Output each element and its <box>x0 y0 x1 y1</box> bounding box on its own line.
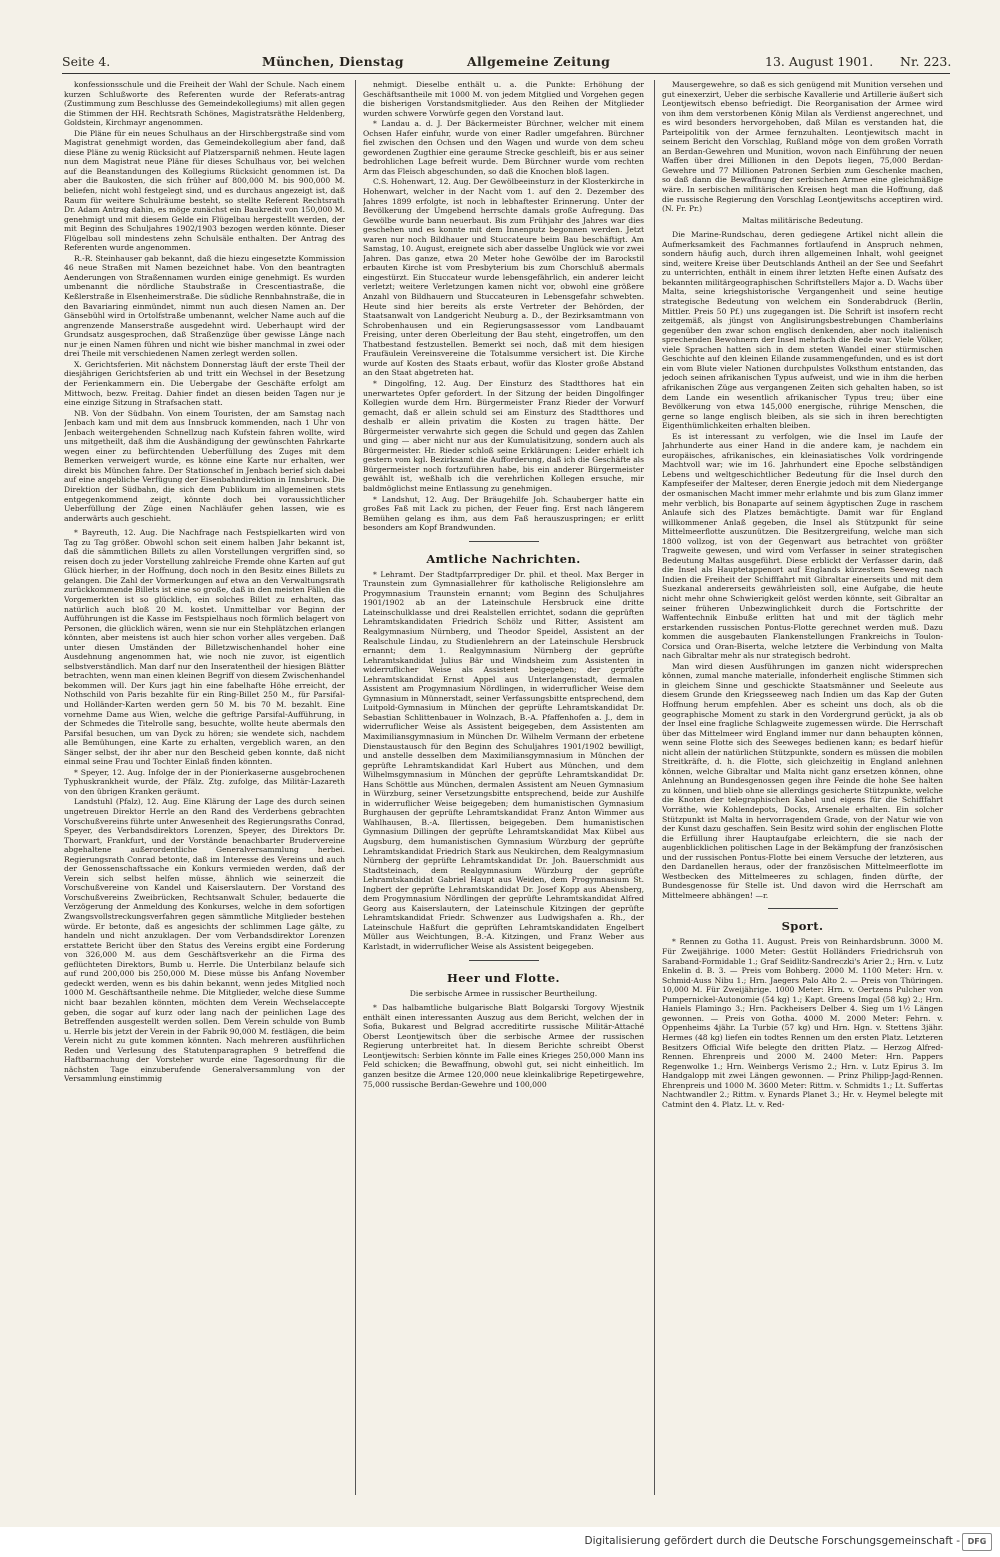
article-paragraph: Landstuhl (Pfalz), 12. Aug. Eine Klärung der Lage des durch seinen ungetreuen Direktor Herrle an den Rand des Verderbens gebrachten Vorschußvereins führte unter Anwesenheit des Regierungsraths Conrad, Speyer, des Verbandsdirektors Lorenzen, Speyer, des Direktors Dr. Thorwart, Frankfurt, und der Vorstände benachbarter Brudervereine abgehaltene außerordentliche Generalversammlung herbei. Regierungsrath Conrad betonte, daß im Interesse des Vereins und auch der Genossenschaftssache ein Konkurs vermieden werden, daß der Verein sich selbst helfen müsse, ähnlich wie seinerzeit die Vorschußvereine von Kandel und Kaiserslautern. Der Vorstand des Vorschußvereins Zweibrücken, Rechtsanwalt Schuler, bedauerte die Verzögerung der Anmeldung des Konkurses, welche in dem sofortigen Zwangsvollstreckungsverfahren gegen sämmtliche Mitglieder bestehen würde. Er betonte, daß es angesichts der schlimmen Lage gälte, zu handeln und nicht anzuklagen. Der vom Verbandsdirektor Lorenzen erstattete Bericht über den Status des Vereins ergibt eine Forderung von 326,000 M. aus dem Geschäftsverkehr an die Firma des geflüchteten Direktors, Bumb u. Herrle. Die Unterbilanz belaufe sich auf rund 200,000 bis 250,000 M. Diese müsse bis Anfang November gedeckt werden, wenn es bis dahin bekannt, wenn jedes Mitglied noch 1000 M. Geschäftsantheile nehme. Die Mitglieder, welche diese Summe nicht baar bezahlen könnten, möchten dem Verein Wechselaccepte geben, die sogar auf kurz oder lang nach der peinlichen Lage des Betreffenden ausgestellt werden sollen. Dem Verein schulde von Bumb u. Herrle bis jetzt der Verein in der Fabrik 90,000 M. festlägen, die beim Verein nicht zu gute kommen könnten. Nach mehreren ausführlichen Reden und Verlesung des Statutenparagraphen 9 betreffend die Haftbarmachung der Vorsteher wurde eine Tagesordnung für die nächsten Tage einzuberufende Generalversammlung von der Versammlung einstimmig <box>64 797 345 1084</box>
article-paragraph: * Speyer, 12. Aug. Infolge der in der Pionierkaserne ausgebrochenen Typhuskrankheit wurde, der Pfälz. Ztg. zufolge, das Militär-Lazareth von den übrigen Kranken geräumt. <box>64 767 345 796</box>
article-paragraph: * Landau a. d. J. Der Bäckermeister Bürchner, welcher mit einem Ochsen Hafer einfuhr, wurde von einer Radler umgefahren. Bürchner fiel zwischen den Ochsen und den Wagen und wurde von dem scheu gewordenen Zugthier eine geraume Strecke geschleift, bis er aus seiner bedrohlichen Lage befreit wurde. Dem Bürchner wurde vom rechten Arm das Fleisch abgeschunden, so daß die Knochen bloß lagen. <box>363 119 644 176</box>
column-divider <box>654 80 655 1495</box>
section-heading-sport: Sport. <box>781 919 824 934</box>
column-2 <box>363 80 644 1495</box>
article-paragraph: nehmigt. Dieselbe enthält u. a. die Punkte: Erhöhung der Geschäftsantheile mit 1000 M. von jedem Mitglied und Vorgehen gegen die bisherigen Vorstandsmitglieder. Aus den Reihen der Mitglieder wurden schwere Vorwürfe gegen den Vorstand laut. <box>363 80 644 118</box>
section-heading-amtliche: Amtliche Nachrichten. <box>426 551 581 566</box>
issue-number: Nr. 223. <box>900 54 952 69</box>
funding-notice: Digitalisierung gefördert durch die Deutsche Forschungsgemeinschaft - <box>584 1535 960 1547</box>
article-paragraph: * Landshut, 12. Aug. Der Bräugehilfe Joh. Schauberger hatte ein großes Faß mit Lack zu pichen, der Feuer fing. Erst nach längerem Bemühen gelang es ihm, aus dem Faß herauszuspringen; er erlitt besonders am Kopf Brandwunden. <box>363 494 644 533</box>
article-paragraph: NB. Von der Südbahn. Von einem Touristen, der am Samstag nach Jenbach kam und mit dem aus Innsbruck kommenden, nach 1 Uhr von Jenbach weitergehenden Schnellzug nach Kufstein fahren wollte, wird uns mitgetheilt, daß ihm die Aushändigung der gewünschten Fahrkarte wegen einer zu befürchtenden Ueberfüllung des Zuges mit dem Bemerken verweigert wurde, es könne eine Karte nur erhalten, wer direkt bis München fahre. Der Stationschef in Jenbach berief sich dabei auf eine angebliche Verfügung der Eisenbahndirektion in Innsbruck. Die Direktion der Südbahn, die sich dem Publikum im allgemeinen stets entgegenkommend zeigt, könnte doch bei voraussichtlicher Ueberfüllung der Züge einen Nachläufer gehen lassen, wie es anderwärts auch geschieht. <box>64 408 345 523</box>
newspaper-title: Allgemeine Zeitung <box>467 54 611 69</box>
section-heading-heer: Heer und Flotte. <box>447 970 560 985</box>
article-paragraph: Die Marine-Rundschau, deren gediegene Artikel nicht allein die Aufmerksamkeit des Fachmannes fortlaufend in Anspruch nehmen, sondern häufig auch, durch ihren allgemeinen Inhalt, wohl geeignet sind, weitere Kreise über Deutschlands Antheil an der See und Seefahrt zu unterrichten, enthält in einem ihrer letzten Hefte einen Aufsatz des bekannten militärgeographischen Schriftstellers Major a. D. Wachs über Malta, seine kriegshistorische Vergangenheit und seine heutige strategische Bedeutung von welchem ein Sonderabdruck (Berlin, Mittler. Preis 50 Pf.) uns zugegangen ist. Die Schrift ist insofern recht zeitgemäß, als jüngst von Anglisirungsbestrebungen Chamberlains gegenüber den zwar schon englisch denkenden, aber noch italienisch sprechenden Bewohnern der Insel mehrfach die Rede war. Viele Völker, viele Sprachen hatten sich in dem steten Wandel einer stürmischen Geschichte auf den kleinen Eilande zusammengefunden, und es ist dort ein vom Blute vieler Nationen durchpulstes Volksthum entstanden, das jedoch seinen afrikanischen Typus aufweist, und wie in ihm die herben afrikanischen Züge aus vergangenen Zeiten sich gehalten haben, so ist dem Lande ein wesentlich afrikanischer Typus treu; über eine Bevölkerung von etwa 145,000 energische, rührige Menschen, die gerne so lange englisch bleiben, als sie sich in ihren berechtigten Eigenthümlichkeiten erhalten bleiben. <box>662 230 943 431</box>
section-subheading: Die serbische Armee in russischer Beurtheilung. <box>409 988 598 998</box>
article-paragraph: Die Pläne für ein neues Schulhaus an der Hirschbergstraße sind vom Magistrat genehmigt worden, das Gemeindekollegium aber fand, daß diese Pläne zu wenig Rücksicht auf Platzersparniß nehmen. Heute lagen nun dem Magistrat neue Pläne für dieses Schulhaus vor, bei welchen auf die Beanstandungen des Kollegiums Rücksicht genommen ist. Da aber die Baukosten, die sich früher auf 800,000 M. bis 900,000 M. beliefen, nicht wohl festgelegt sind, und es durchaus angezeigt ist, daß Raum für weitere Schulräume besteht, so stellte Referent Rechtsrath Dr. Adam Antrag dahin, es möge zunächst ein Baukredit von 150,000 M. genehmigt und mit diesem Gelde ein Flügelbau hergestellt werden, der mit Beginn des Schuljahres 1902/1903 bezogen werden könnte. Dieser Flügelbau soll mindestens zehn Schulsäle enthalten. Der Antrag des Referenten wurde angenommen. <box>64 128 345 253</box>
header-rule <box>62 73 950 74</box>
article-paragraph: * Dingolfing, 12. Aug. Der Einsturz des Stadtthores hat ein unerwartetes Opfer gefordert. In der Sitzung der beiden Dingolfinger Kollegien wurde dem Hrn. Bürgermeister Franz Rieder der Vorwurf gemacht, daß er allein schuld sei am Einsturz des Stadtthores und deshalb er allein privatim die Kosten zu tragen hätte. Der Bürgermeister verwahrte sich gegen die Schuld und gegen das Zahlen und ging — aber nicht nur aus der Kumulatisitzung, sondern auch als Bürgermeister. Hr. Rieder schloß seine Erklärungen: Leider erhielt ich gestern vom kgl. Bezirksamt die Aufforderung, daß ich die Geschäfte als Bürgermeister noch fortzuführen habe, bis ein anderer Bürgermeister gewählt ist, weßhalb ich die verehrlichen Kollegen ersuche, mir baldmöglichst meine Entlassung zu genehmigen. <box>363 378 644 493</box>
footer-bar <box>0 1527 1000 1557</box>
article-paragraph: R.-R. Steinhauser gab bekannt, daß die hiezu eingesetzte Kommission 46 neue Straßen mit Namen bezeichnet habe. Von den beantragten Aenderungen von Straßennamen wurden einige genehmigt. Es wurden umbenannt die nördliche Staubstraße in Crescentiastraße, die Keßlerstraße in Elsenheimerstraße. Die südliche Rennbahnstraße, die in den Bavariaring einmündet, nimmt nun auch diesen Namen an. Der Gänsebühl wird in Ortolfstraße umbenannt, welcher Name auch auf die angrenzende Manserstraße ausgedehnt wird. Ueberhaupt wird der Grundsatz ausgesprochen, daß Straßenzüge über gewisse Länge nach nur je einen Namen führen und nicht wie bisher manchmal in zwei oder drei Theile mit verschiedenen Namen zerlegt werden sollen. <box>64 253 345 359</box>
column-divider <box>355 80 356 1495</box>
article-paragraph: C.S. Hohenwart, 12. Aug. Der Gewölbeeinsturz in der Klosterkirche in Hohenwart, welcher in der Nacht vom 1. auf den 2. Dezember des Jahres 1899 erfolgte, ist noch in lebhaftester Erinnerung. Unter der Bevölkerung der Umgebend herrschte damals große Aufregung. Das Gewölbe wurde bann neuerbaut. Bis zum Frühjahr des Jahres war dies geschehen und es konnte mit dem Innenputz begonnen werden. Jetzt waren nur noch Bildhauer und Stuccateure beim Bau beschäftigt. Am Samstag, 10. August, ereignete sich aber dasselbe Unglück wie vor zwei Jahren. Das ganze, etwa 20 Meter hohe Gewölbe der im Barockstil erbauten Kirche ist vom Presbyterium bis zum Chorschluß abermals eingestürzt. Ein Stuccateur wurde lebensgefährlich, ein anderer leicht verletzt; weitere Verletzungen kamen nicht vor, obwohl eine größere Anzahl von Bildhauern und Stuccateuren in Lebensgefahr schwebten. Heute sind hier bereits als erste Vertreter der Behörden, der Staatsanwalt von Landgericht Neuburg a. D., der Bezirksamtmann von Schrobenhausen und ein Regierungsassessor vom Landbauamt Freising, unter deren Oberleitung der Bau steht, eingetroffen, um den Thatbestand festzustellen. Bemerkt sei noch, daß mit dem hiesigen Fraufäulein Vereinsvereine die Totalsumme versichert ist. Die Kirche wurde auf Kosten des Staats erbaut, wofür das Kloster große Abstand an den Staat abgetreten hat. <box>363 177 644 378</box>
article-paragraph: * Rennen zu Gotha 11. August. Preis von Reinhardsbrunn. 3000 M. Für Zweijährige. 1000 Meter: Gestüt Holländers Friedrichsruh von Saraband-Formidable 1.; Graf Seidlitz-Sandreczki's Arier 2.; Hrn. v. Lutz Enkelin d. B. 3. — Preis vom Bohberg. 2000 M. 1100 Meter: Hrn. v. Schmid-Auss Nibu 1.; Hrn. Jaegers Palo Alto 2. — Preis von Thüringen. 10,000 M. Für Zweijährige. 1000 Meter: Hrn. v. Oertzens Pulcher von Pumpernickel-Autonomie (54 kg) 1.; Kapt. Greens Imgal (58 kg) 2.; Hrn. Haniels Flamingo 3.; Hrn. Packheisers Delber 4. Sieg um 1½ Längen gewonnen. — Preis von Gotha. 4000 M. 2000 Meter: Fehrn. v. Oppenheims 4jähr. La Turbie (57 kg) und Hrn. Hgn. v. Stettens 3jähr. Hermes (48 kg) liefen ein todtes Rennen um den ersten Platz. Letzteren Besitzers Official Wife belegte den dritten Platz. — Herzog Alfred-Rennen. Ehrenpreis und 2000 M. 2400 Meter: Hrn. Pappers Regenwolke 1.; Hrn. Weinbergs Verismo 2.; Hrn. v. Lutz Epirus 3. Im Handgalopp mit zwei Längen gewonnen. — Prinz Philipp-Jagd-Rennen. Ehrenpreis und 1000 M. 3600 Meter: Rittm. v. Schmidts 1.; Lt. Suffertas Nachtwandler 2.; Rittm. v. Eynards Planet 3.; Hr. v. Heymel belegte mit Catmint den 4. Platz. Lt. v. Red- <box>662 937 943 1109</box>
article-paragraph: Es ist interessant zu verfolgen, wie die Insel im Laufe der Jahrhunderte aus einer Hand in die andere kam, je nachdem ein europäisches, afrikanisches, ein kleinasiatisches Volk vordringende Machtvoll war; wie im 16. Jahrhundert eine Epoche selbständigen Lebens und weltgeschichtlicher Bedeutung für die Insel durch den Kampfeseifer der Malteser, deren Energie jedoch mit dem Niedergange der osmanischen Macht immer mehr erlahmte und bis zum Glanz immer mehr verblich, bis Bonaparte auf seinem ägyptischen Zuge in raschem Anlaufe sich des Platzes bemächtigte. Damit war für England willkommener Anlaß gegeben, die Insel als Stützpunkt für seine Mittelmeerflotte auszunützen. Die Besitzergreifung, welche man sich 1800 vollzog, ist von der Gegenwart aus betrachtet von größter Tragweite gewesen, und wird vom Verfasser in seiner strategischen Bedeutung Maltas ausgeführt. Diese erblickt der Verfasser darin, daß die Insel als Hauptetappenort auf Englands kürzestem Seeweg nach Indien die Freiheit der Schifffahrt mit Gibraltar einerseits und mit dem Suezkanal andererseits gewährleisten soll, eine Aufgabe, die heute nicht mehr ohne Schwierigkeit gelöst werden könnte, seit Gibraltar an seiner früheren Unbezwinglichkeit durch die Fortschritte der Waffentechnik Einbuße erlitten hat und mit der täglich mehr erstarkenden russischen Pontus-Flotte gerechnet werden muß. Dazu kommen die ausgebauten Flankenstellungen Frankreichs in Toulon-Corsica und Oran-Biserta, welche letztere die Verbindung von Malta nach Gibraltar mehr als nur strategisch bedroht. <box>662 431 943 661</box>
article-paragraph: X. Gerichtsferien. Mit nächstem Donnerstag läuft der erste Theil der diesjährigen Gerichtsferien ab und tritt ein Wechsel in der Besetzung der Ferienkammern ein. Die Uebergabe der Geschäfte erfolgt am Mittwoch, bezw. Freitag. Dahier findet an diesen beiden Tagen nur je eine einzige Sitzung in Strafsachen statt. <box>64 359 345 408</box>
page-header <box>62 52 950 72</box>
article-paragraph: Mausergewehre, so daß es sich genügend mit Munition versehen und gut einexerzirt, Ueber die serbische Kavallerie und Artillerie äußert sich Leontjewitsch ebenso befriedigt. Die Reorganisation der Armee wird von ihm dem verstorbenen König Milan als Verdienst angerechnet, und es wird besonders hervorgehoben, daß Milan es verstanden hat, die Parteipolitik von der Armee fernzuhalten. Leontjewitsch macht in seinem Bericht den Vorschlag, Rußland möge von dem großen Vorrath an Berdan-Gewehren und Munition, wovon nach Einführung der neuen Waffen über drei Millionen in den Depots liegen, 75,000 Berdan-Gewehre und 77 Millionen Patronen Serbien zum Geschenke machen, so daß dann die Bewaffnung der serbischen Armee eine gleichmäßige wäre. In serbischen militärischen Kreisen hegt man die Hoffnung, daß die russische Regierung den Vorschlag Leontjewitschs acceptiren wird. (N. Fr. Pr.) <box>662 80 943 214</box>
column-1 <box>64 80 345 1495</box>
article-paragraph: * Das halbamtliche bulgarische Blatt Bolgarski Torgovy Wjestnik enthält einen interessanten Auszug aus dem Bericht, welchen der in Sofia, Bukarest und Belgrad accreditirte russische Militär-Attaché Oberst Leontjewitsch über die serbische Armee der russischen Regierung unterbreitet hat. In diesem Berichte schreibt Oberst Leontjewitsch: Serbien könnte im Falle eines Krieges 250,000 Mann ins Feld schicken; die Bewaffnung, obwohl gut, sei nicht einheitlich. Im ganzen besitze die Armee 120,000 neue kleinkalibrige Repetirgewehre, 75,000 russische Berdan-Gewehre und 100,000 <box>363 1003 644 1089</box>
page-number: Seite 4. <box>62 54 111 69</box>
city-weekday: München, Dienstag <box>262 54 404 69</box>
issue-date: 13. August 1901. <box>765 54 874 69</box>
article-subheading: Maltas militärische Bedeutung. <box>741 215 864 225</box>
section-divider <box>469 541 539 542</box>
article-paragraph: konfessionsschule und die Freiheit der Wahl der Schule. Nach einem kurzen Schlußworte des Referenten wurde der Referats-antrag (Zustimmung zum Beschlusse des Gemeindekollegiums) mit allen gegen die Stimmen der HH. Rechtsrath Schönes, Magistratsräthe Heldenberg, Goldstein, Kirchmayr angenommen. <box>64 80 345 128</box>
column-3 <box>662 80 943 1495</box>
article-paragraph: * Bayreuth, 12. Aug. Die Nachfrage nach Festspielkarten wird von Tag zu Tag größer. Obwohl schon seit einem halben Jahr bekannt ist, daß die sämmtlichen Billets zu allen Vorstellungen vergriffen sind, so reisen doch zu jeder Vorstellung zahlreiche Fremde ohne Karten auf gut Glück hierher, in der Hoffnung, doch noch in den Besitz eines Billets zu gelangen. Die Zahl der Vormerkungen auf etwa an den Verwaltungsrath zurückkommende Billets ist eine so große, daß in den meisten Fällen die Vorgemerkten ist so glücklich, ein solches Billet zu erhalten, das natürlich auch bloß 20 M. kostet. Unmittelbar vor Beginn der Aufführungen ist die Kasse im Festspielhaus noch förmlich belagert von Personen, die glücklich wären, wenn sie nur ein Stehplätzchen erlangen könnten, aber meistens ist auch hier schon vorher alles vergeben. Daß unter diesen Umständen der Billetzwischenhandel hoher eine Ausdehnung angenommen hat, wie noch nie zuvor, ist eigentlich selbstverständlich. Man darf nur den Inseratentheil der hiesigen Blätter betrachten, wenn man einen kleinen Begriff von diesem Zwischenhandel bekommen will. Der Kurs jagt hin eine fabelhafte Höhe erreicht, der Nothschild von Paris bezahlte für ein Ring-Billet 250 M., für Parsifal- und Holländer-Karten werden gern 50 M. bis 70 M. bezahlt. Eine vornehme Dame aus Wien, welche die geftrige Parsifal-Aufführung, in der Schmedes die Titelrolle sang, besuchte, wollte heute abermals den Parsifal besuchen, um van Dyck zu hören; sie wendete sich, nachdem alle Bemühungen, eine Karte zu erhalten, vergeblich waren, an den Sänger selbst, der ihr aber nur den Bescheid geben konnte, daß nicht einmal seine Frau und Tochter Einlaß finden könnten. <box>64 528 345 767</box>
article-paragraph: Man wird diesen Ausführungen im ganzen nicht widersprechen können, zumal manche materialle, infonderheit englische Stimmen sich in gleichem Sinne und geschickte Staatsmänner und Seeleute aus diesem Grunde den Kriegsseeweg nach Indien um das Kap der Guten Hoffnung herum empfehlen. Aber es scheint uns doch, als ob die geographische Moment zu stark in den Vordergrund gerückt, ja als ob der Insel eine fragliche Schlagweite zugemessen würde. Die Herrschaft über das Mittelmeer wird England immer nur dann behaupten können, wenn seine Flotte sich des Seeweges bedienen kann; es bedarf hiefür nicht allein der natürlichen Stützpunkte, sondern es müssen die mobilen Streitkräfte, d. h. die Flotte, sich gleichzeitig in England anlehnen können, welche Gibraltar und Malta nicht ganz ersetzen können, ohne Anlehnung an Bundesgenossen gegen ihre Feinde die hohe See halten zu können, und blieb ohne sie allerdings gesicherte Stützpunkte, welche die Knoten der telegraphischen Kabel und eigens für die Schifffahrt Vorräthe, wie Kohlendepots, Docks, Arsenale erhalten. Ein solcher Stützpunkt ist Malta in hervorragendem Grade, von der Natur wie von der Kunst dazu geschaffen. Sein Besitz wird sohin der englischen Flotte die Erfüllung ihrer Hauptaufgabe erleichtern, die sie nach der augenblicklichen politischen Lage in der Bekämpfung der französischen und der russischen Pontus-Flotte bei einem Versuche der letzteren, aus den Dardanellen heraus, oder der französischen Mittelmeerflotte im Westbecken des Mittelmeeres zu schlagen, finden dürfte, der Bundesgenosse für Stelle ist. Und davon wird die Herrschaft am Mittelmeere abhängen! —r. <box>662 661 943 900</box>
section-divider <box>469 960 539 961</box>
dfg-logo-icon[interactable]: DFG <box>962 1533 992 1551</box>
section-divider <box>768 908 838 909</box>
article-paragraph: * Lehramt. Der Stadtpfarrprediger Dr. phil. et theol. Max Berger in Traunstein zum Gymnasiallehrer für katholische Religionslehre am Progymnasium Traunstein ernannt; vom Beginn des Schuljahres 1901/1902 ab an der Lateinschule Hersbruck eine dritte Lateinschulklasse und drei Realstellen errichtet, sodann die geprüften Lehramtskandidaten Friedrich Schölz und Ritter, Assistent am Realgymnasium Nürnberg, und Theodor Speidel, Assistent an der Realschule Lindau, zu Studienlehrern an der Lateinschule Hersbruck ernannt; dem 1. Realgymnasium Nürnberg der geprüfte Lehramtskandidat Julius Bär und Windsheim zum Assistenten in widerruflicher Weise als Assistent beigegeben; der geprüfte Lehramtskandidat Ernst Appel aus Unterlangenstadt, dermalen Assistent am Progymnasium Nördlingen, in widerruflicher Weise dem Gymnasium in Münnerstadt, seiner Verfassungsbitte entsprechend, dem Luitpold-Gymnasium in München der geprüfte Lehramtskandidat Dr. Sebastian Schlittenbauer in Wolnzach, B.-A. Pfaffenhofen a. J., dem in widerruflicher Weise als Assistent beigegeben, dem Assistenten am Maximiliansgymnasium in München Dr. Wilhelm Vermann der erbetene Dienstaustausch für den Beginn des Schuljahres 1901/1902 bewilligt, und anstelle desselben dem Maximiliansgymnasium in München der geprüfte Lehramtskandidat Karl Hubert aus München, und dem Wilhelmsgymnasium in München der geprüfte Lehramtskandidat Dr. Hans Schöttle aus München, dermalen Assistent am Neuen Gymnasium in Würzburg, seiner Versetzungsbitte entsprechend, beide zur Aushilfe in widerruflicher Weise beigegeben; dem humanistischen Gymnasium Burghausen der geprüfte Lehramtskandidat Franz Anton Wimmer aus Wahlhausen, B.-A. Illertissen, beigegeben. Dem humanistischen Gymnasium Dillingen der geprüfte Lehramtskandidat Max Kübel aus Augsburg, dem humanistischen Gymnasium Würzburg der geprüfte Lehramtskandidat Friedrich Stark aus Neukirchen, dem Realgymnasium Nürnberg der geprüfte Lehramtskandidat Dr. Joh. Bauerschmidt aus Stadtsteinach, dem Realgymnasium Würzburg der geprüfte Lehramtskandidat Gabriel Haupt aus Weiden, dem Progymnasium St. Ingbert der geprüfte Lehramtskandidat Dr. Josef Kopp aus Abensberg, dem Progymnasium Nördlingen der geprüfte Lehramtskandidat Alfred Georg aus Kaiserslautern, der Lateinschule Kitzingen der geprüfte Lehramtskandidat Friedr. Schwenzer aus Ludwigshafen a. Rh., der Lateinschule Haßfurt die geprüften Lehramtskandidaten Engelbert Müller aus Weichtungen, B.-A. Kitzingen, und Franz Weber aus Karlstadt, in widerruflicher Weise als Assistent beigegeben. <box>363 569 644 952</box>
